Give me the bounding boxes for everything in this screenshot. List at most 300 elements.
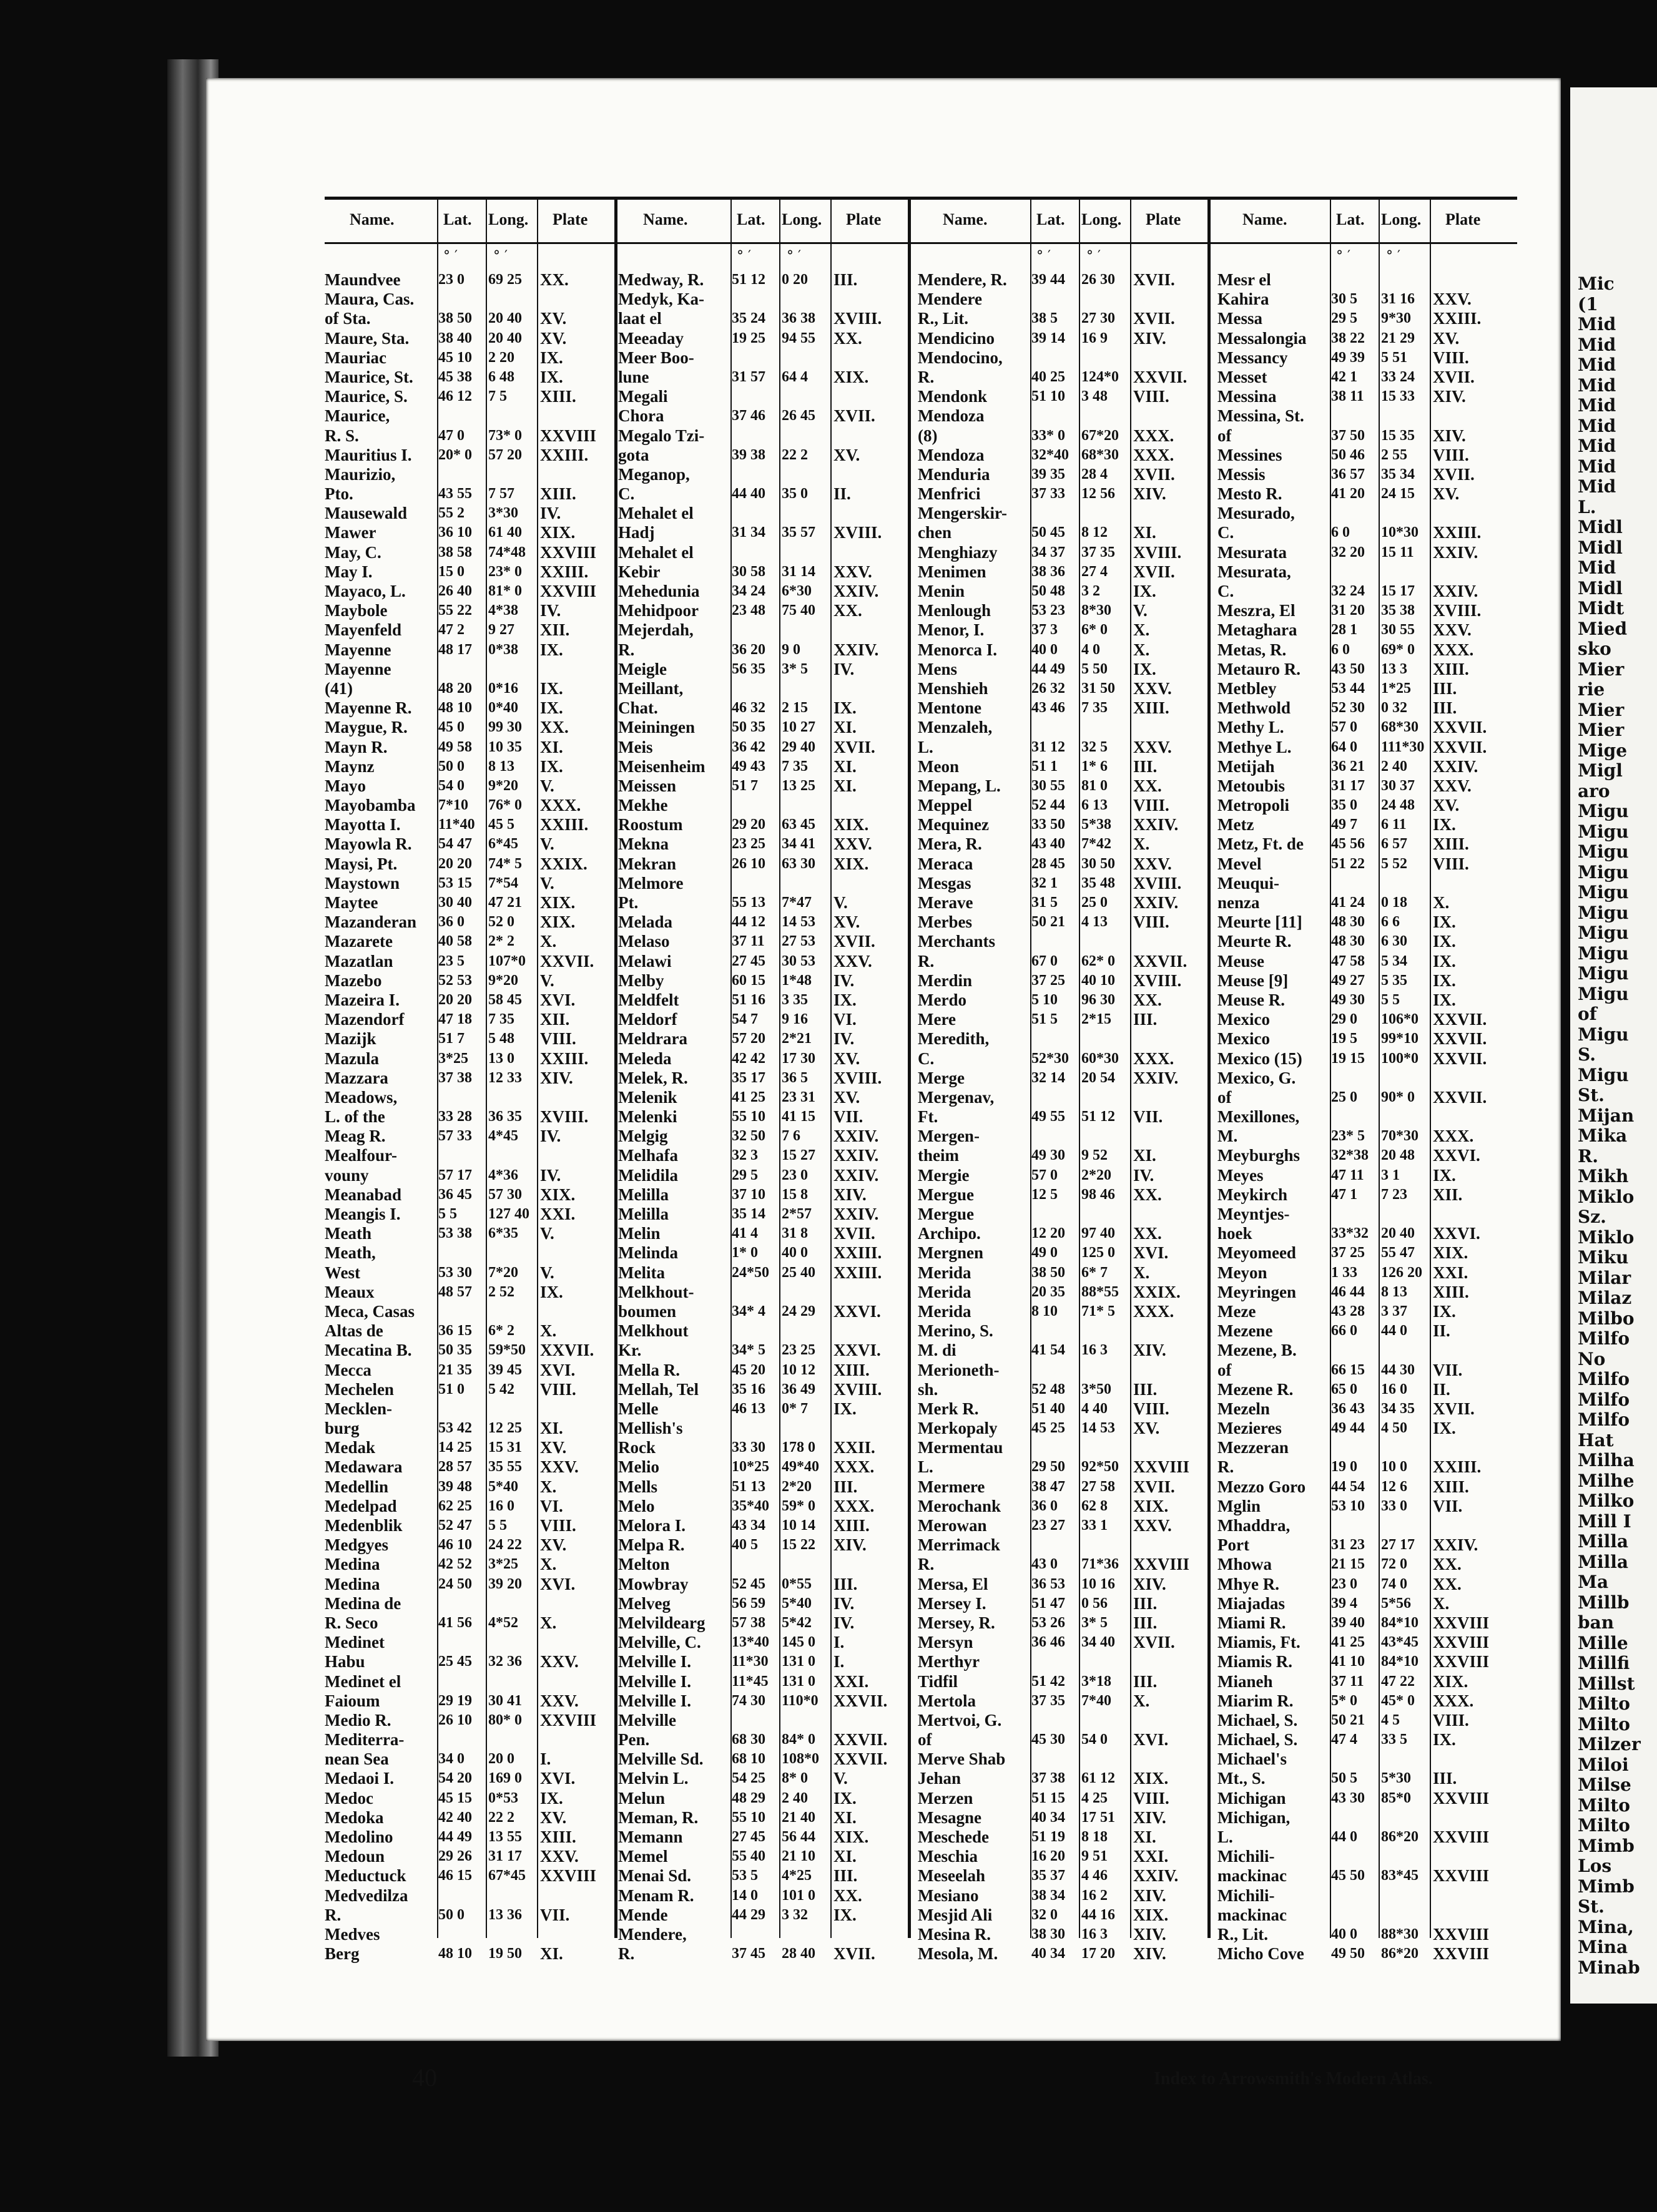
index-entry [918,776,1211,796]
index-entry [1217,1263,1511,1283]
facing-page-fragment: Mijan [1578,1105,1635,1126]
place-name: Metz, Ft. de [1217,834,1304,854]
place-name: Melek, R. [618,1068,688,1087]
longitude: 10 16 [1081,1575,1115,1592]
longitude: 4 46 [1081,1867,1108,1884]
place-name: Merchants [918,932,995,951]
index-entry [918,1808,1211,1828]
longitude: 4 13 [1081,914,1108,931]
place-name: Mhaddra, [1217,1516,1291,1535]
longitude: 0 56 [1081,1595,1108,1612]
plate-number: III. [833,270,858,289]
index-entry [918,620,1211,640]
place-name: Mellah, Tel [618,1379,699,1399]
plate-number: IV. [833,1593,855,1613]
latitude: 47 11 [1331,1167,1364,1183]
place-name: Menshieh [918,678,988,698]
place-name: Menor, I. [918,620,985,640]
plate-number: XXVII. [540,951,594,971]
index-entry [618,913,912,932]
latitude: 45 25 [1031,1420,1065,1437]
longitude: 34 41 [782,836,815,853]
place-name: Mezieres [1217,1419,1282,1438]
latitude: 53 44 [1331,680,1365,697]
place-name: Meanabad [325,1185,402,1204]
latitude: 67 0 [1031,952,1058,969]
place-name: hoek [1217,1224,1252,1243]
longitude: 16 3 [1081,1342,1108,1359]
place-name: Mesina R. [918,1924,991,1944]
place-name: Mermere [918,1477,985,1496]
place-name: Maysi, Pt. [325,854,398,873]
latitude: 52 53 [438,972,472,989]
longitude: 81 0 [1081,777,1108,794]
latitude: 44 29 [732,1906,765,1923]
latitude: 37 11 [1331,1673,1364,1690]
facing-page-fragment: Migl [1578,760,1623,781]
index-entry [618,1438,912,1457]
index-entry [1217,484,1511,504]
place-name: Merida [918,1263,971,1282]
plate-number: XXII. [833,1438,875,1457]
index-entry [918,1497,1211,1516]
plate-number: XXIV. [833,1146,879,1165]
latitude: 34* 5 [732,1342,765,1359]
place-name: Mowbray [618,1574,689,1593]
index-entry [918,1361,1211,1380]
place-name: Menorca I. [918,640,997,659]
latitude: 39 44 [1031,272,1065,288]
longitude: 12 6 [1381,1478,1407,1495]
latitude: 24*50 [732,1264,769,1281]
place-name: Mendonk [918,387,988,406]
latitude: 20 20 [438,991,472,1008]
place-name: Michili- [1217,1847,1275,1866]
latitude: 31 17 [1331,777,1365,794]
longitude: 98 46 [1081,1186,1115,1203]
plate-number: XXV. [540,1847,579,1866]
index-entry [1217,601,1511,620]
plate-number: XI. [1133,1828,1156,1846]
header-name: Name. [1242,210,1287,228]
index-entry [1217,854,1511,874]
latitude: 37 50 [1331,427,1365,444]
plate-number: XIX. [833,1828,869,1846]
longitude: 15 31 [488,1439,522,1456]
plate-number: VIII. [540,1379,576,1399]
latitude: 48 30 [1331,933,1365,950]
latitude: 10*25 [732,1459,769,1475]
latitude: 57 38 [732,1614,765,1631]
facing-page-fragment: Mid [1578,436,1616,456]
index-entry [1217,1243,1511,1263]
place-name: mackinac [1217,1905,1287,1924]
index-entry [618,1010,912,1029]
index-entry [918,562,1211,582]
longitude: 47 21 [488,894,522,911]
plate-number: XXVII. [1433,1010,1487,1029]
longitude: 25 40 [782,1264,815,1281]
longitude: 13 25 [782,777,815,794]
longitude: 92*50 [1081,1459,1119,1475]
index-entry [918,1205,1211,1224]
index-entry [1217,1107,1511,1127]
plate-number: XX. [833,601,862,620]
index-entry [918,465,1211,484]
index-entry [918,1575,1211,1594]
index-entry [1217,1828,1511,1847]
index-entry [618,1944,912,1964]
index-entry [325,1652,618,1671]
index-entry [918,1828,1211,1847]
place-name: Menghiazy [918,542,998,562]
plate-number: XVII. [1133,309,1175,328]
index-entry [618,776,912,796]
latitude: 49 30 [1031,1147,1065,1164]
index-entry [1217,1205,1511,1224]
place-name: Mhowa [1217,1555,1272,1574]
place-name: Melhafa [618,1146,678,1165]
longitude: 35 38 [1381,602,1415,619]
longitude: 13 36 [488,1906,522,1923]
latitude: 41 4 [732,1225,758,1242]
index-entry [325,679,618,698]
index-entry [325,1302,618,1321]
index-entry [325,1750,618,1769]
place-name: Metauro R. [1217,659,1301,678]
place-name: Metaghara [1217,620,1297,640]
longitude: 6* 7 [1081,1264,1108,1281]
index-entry [1217,368,1511,387]
place-name: Merioneth- [918,1360,1000,1379]
place-name: Mechelen [325,1379,394,1399]
index-entry [618,932,912,951]
latitude: 43 28 [1331,1303,1365,1319]
index-entry [618,406,912,426]
latitude: 19 5 [1331,1030,1357,1047]
place-name: Messancy [1217,348,1288,367]
latitude: 23* 5 [1331,1128,1365,1145]
latitude: 35*40 [732,1497,769,1514]
index-entry [918,1010,1211,1029]
facing-page-fragment: Milla [1578,1551,1629,1572]
index-entry [618,601,912,620]
index-entry [1217,1166,1511,1185]
longitude: 74*48 [488,544,526,560]
index-entry [618,1341,912,1360]
unit-lat: ° ′ [737,248,751,264]
longitude: 7*40 [1081,1692,1111,1709]
latitude: 41 56 [438,1614,472,1631]
longitude: 28 4 [1081,466,1108,482]
index-entry [1217,1127,1511,1146]
plate-number: XVI. [1133,1730,1169,1750]
index-entry [1217,1906,1511,1925]
index-entry [918,484,1211,504]
longitude: 12 33 [488,1069,522,1086]
index-entry [618,757,912,776]
longitude: 20 0 [488,1751,514,1768]
index-column-3 [918,197,1211,1964]
latitude: 45 38 [438,368,472,385]
plate-number: XXV. [1433,290,1472,309]
index-entry [1217,1185,1511,1205]
header-name: Name. [943,210,988,228]
latitude: 43 30 [1331,1789,1365,1806]
place-name: Meeaday [618,328,684,348]
latitude: 35 37 [1031,1867,1065,1884]
index-entry [918,446,1211,465]
index-entry [618,523,912,542]
place-name: Mevel [1217,854,1262,873]
longitude: 52 0 [488,914,514,931]
index-entry [1217,1750,1511,1769]
index-entry [1217,1049,1511,1069]
longitude: 85*0 [1381,1789,1411,1806]
latitude: 35 24 [732,310,765,327]
index-entry [1217,1010,1511,1029]
place-name: Melby [618,971,664,990]
plate-number: XIII. [540,1828,576,1846]
latitude: 29 5 [732,1167,758,1183]
longitude: 17 20 [1081,1945,1115,1962]
place-name: R. [618,640,635,659]
latitude: 44 54 [1331,1478,1365,1495]
index-entry [618,1069,912,1088]
plate-number: XIX. [540,893,576,912]
plate-number: XXIV. [1433,582,1478,600]
place-name: of [1217,1360,1232,1379]
plate-number: XXVII. [1133,367,1187,386]
index-entry [325,1789,618,1808]
index-entry [1217,815,1511,834]
plate-number: XV. [540,1535,567,1555]
plate-number: III. [1133,1379,1158,1399]
plate-number: XXIII. [540,1049,589,1068]
plate-number: IX. [540,348,563,367]
plate-number: XIX. [1133,1496,1169,1515]
index-entry [618,1613,912,1633]
plate-number: XIII. [1433,659,1469,678]
index-entry [618,1107,912,1127]
longitude: 6 57 [1381,836,1407,853]
plate-number: XIII. [1133,698,1169,718]
plate-number: XVII. [833,932,875,951]
plate-number: IV. [540,601,561,620]
latitude: 36 15 [438,1323,472,1339]
latitude: 47 4 [1331,1731,1357,1748]
place-name: Hadj [618,523,655,542]
longitude: 6*45 [488,836,518,853]
index-entry [918,1438,1211,1457]
place-name: Meyes [1217,1165,1264,1185]
plate-number: VII. [833,1107,863,1127]
plate-number: III. [1133,1613,1158,1632]
index-entry [618,309,912,328]
latitude: 34* 4 [732,1303,765,1319]
plate-number: XXV. [1133,678,1172,698]
facing-page-edge [1570,87,1657,2004]
index-entry [1217,874,1511,893]
index-entry [325,834,618,854]
place-name: Medaoi I. [325,1769,394,1788]
plate-number: XX. [1133,990,1162,1009]
place-name: Mesr el [1217,270,1271,289]
index-entry [1217,1886,1511,1906]
header-plate: Plate [1146,210,1181,228]
index-entry [325,1691,618,1711]
place-name: Melmore [618,873,684,893]
place-name: Mesurata, [1217,562,1291,581]
plate-number: XI. [540,737,563,756]
plate-number: IV. [833,659,855,678]
longitude: 9 52 [1081,1147,1108,1164]
longitude: 23* 0 [488,563,522,580]
place-name: Metas, R. [1217,640,1287,659]
plate-number: VIII. [1133,1788,1169,1808]
latitude: 28 45 [1031,855,1065,872]
plate-number: III. [1133,1593,1158,1613]
place-name: Merida [918,1282,971,1301]
index-entry [325,1769,618,1788]
longitude: 69* 0 [1381,641,1415,658]
latitude: 19 25 [732,330,765,346]
place-name: Medinet el [325,1671,401,1691]
index-entry [1217,620,1511,640]
longitude: 2 55 [1381,446,1407,463]
longitude: 7 5 [488,388,507,405]
place-name: Menduria [918,464,990,484]
plate-number: XVII. [1133,1477,1175,1496]
place-name: Merowan [918,1516,987,1535]
index-entry [1217,1341,1511,1360]
place-name: Pen. [618,1730,650,1750]
place-name: R. [618,1944,635,1964]
longitude: 29 40 [782,738,815,755]
longitude: 7*42 [1081,836,1111,853]
plate-number: XX. [1133,1185,1162,1204]
longitude: 9*30 [1381,310,1411,327]
facing-page-fragment: Millfi [1578,1653,1630,1673]
plate-number: XXVI. [1433,1146,1480,1165]
latitude: 39 14 [1031,330,1065,346]
plate-number: I. [540,1750,551,1769]
longitude: 5 42 [488,1381,514,1397]
facing-page-fragment: Midt [1578,598,1625,619]
latitude: 46 15 [438,1867,472,1884]
latitude: 38 22 [1331,330,1365,346]
unit-lat: ° ′ [1336,248,1350,264]
plate-number: XXIV. [833,1127,879,1146]
latitude: 38 47 [1031,1478,1065,1495]
latitude: 51 7 [438,1030,465,1047]
place-name: Mens [918,659,957,678]
plate-number: XVIII. [1133,873,1182,893]
place-name: Michael, S. [1217,1710,1298,1730]
place-name: laat el [618,309,662,328]
place-name: Merida [918,1301,971,1321]
index-entry [618,562,912,582]
longitude: 76* 0 [488,797,522,814]
longitude: 8 13 [488,758,514,775]
index-entry [618,1049,912,1069]
longitude: 9*20 [488,777,518,794]
place-name: Merino, S. [918,1321,993,1341]
longitude: 32 36 [488,1653,522,1670]
facing-page-fragment: Milfo [1578,1409,1630,1430]
longitude: 31 8 [782,1225,808,1242]
index-entry [918,1380,1211,1399]
plate-number: IX. [833,1788,857,1808]
index-entry [918,1283,1211,1302]
facing-page-fragment: Miku [1578,1247,1629,1268]
place-name: Merdo [918,990,966,1009]
place-name: C. [618,484,635,504]
plate-number: V. [540,873,554,893]
plate-number: XVII. [833,1224,875,1243]
longitude: 31 17 [488,1848,522,1865]
facing-page-fragment: Mid [1578,395,1616,416]
plate-number: XVII. [833,406,875,426]
index-entry [325,718,618,737]
index-entry [325,1399,618,1419]
facing-page-fragment: Mid [1578,355,1616,375]
latitude: 51 5 [1031,1011,1058,1028]
index-entry [325,1594,618,1613]
index-entry [325,387,618,406]
plate-number: XV. [540,309,567,328]
plate-number: IX. [540,1282,563,1301]
latitude: 52 48 [1031,1381,1065,1397]
place-name: Medway, R. [618,270,704,289]
longitude: 7 35 [488,1011,514,1028]
place-name: Meer Boo- [618,348,694,367]
place-name: Meigle [618,659,667,678]
plate-number: XVIII. [1133,542,1182,562]
longitude: 4*52 [488,1614,518,1631]
plate-number: XXVIII [540,542,597,562]
place-name: M. [1217,1127,1238,1146]
index-entry [618,1535,912,1555]
index-entry [618,1516,912,1535]
plate-number: XXVII. [1433,718,1487,737]
longitude: 33 24 [1381,368,1415,385]
longitude: 68*30 [1381,719,1419,736]
index-entry [325,1088,618,1107]
place-name: Maystown [325,873,400,893]
plate-number: XIII. [540,484,576,504]
place-name: (8) [918,426,938,445]
plate-number: XIII. [540,387,576,406]
place-name: Meis [618,737,653,756]
place-name: Michael, S. [1217,1730,1298,1750]
longitude: 131 0 [782,1653,815,1670]
plate-number: XXIV. [833,1205,879,1223]
index-entry [325,484,618,504]
latitude: 36 20 [732,641,765,658]
plate-number: III. [833,1574,858,1593]
longitude: 40 0 [782,1245,808,1261]
latitude: 36 43 [1331,1400,1365,1417]
place-name: Melawi [618,951,672,971]
longitude: 30 41 [488,1692,522,1709]
place-name: Berg [325,1944,360,1964]
longitude: 15 17 [1381,583,1415,599]
latitude: 51 19 [1031,1829,1065,1845]
facing-page-fragment: Migu [1578,983,1629,1004]
place-name: Melenik [618,1087,677,1107]
latitude: 38 36 [1031,563,1065,580]
